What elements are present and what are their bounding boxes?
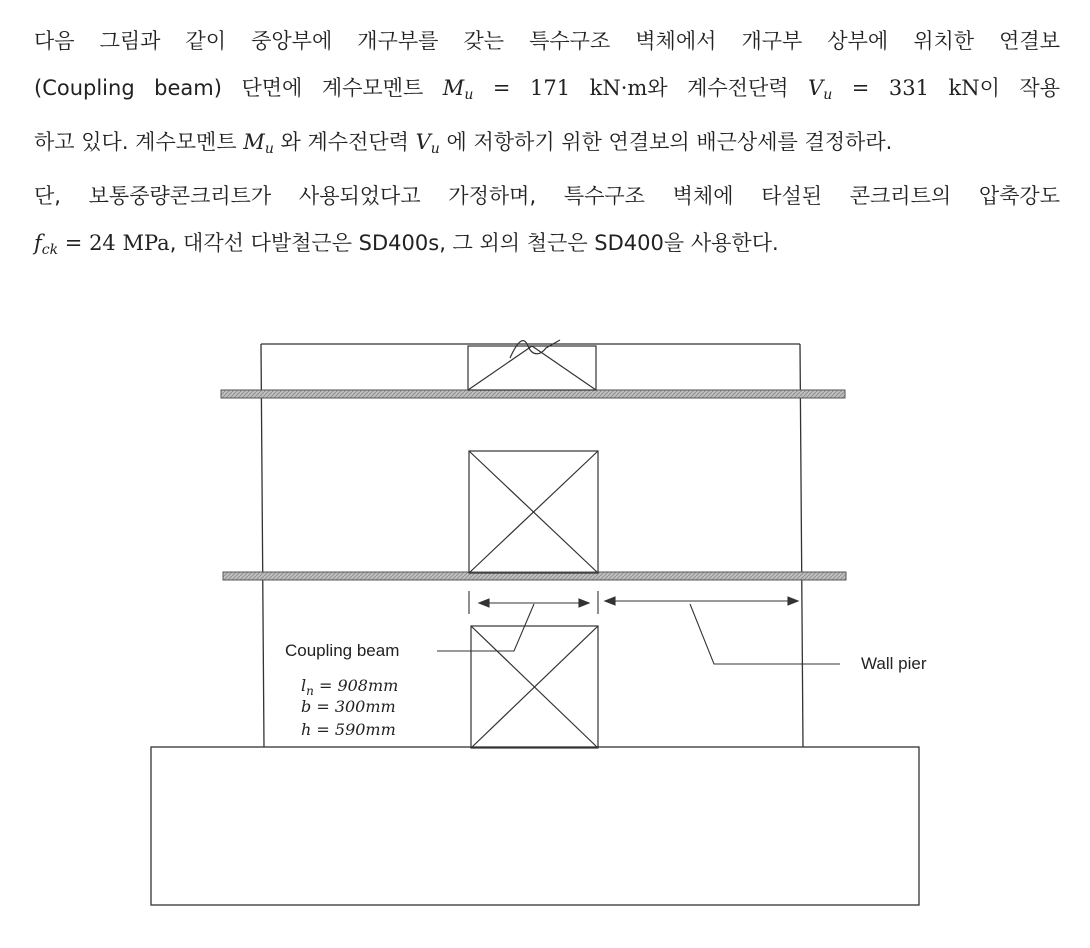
problem-line-2-pre: (Coupling beam) 단면에 계수모멘트: [34, 76, 424, 100]
problem-line-2-mid: 와 계수전단력: [647, 76, 789, 100]
problem-line-5-post: , 대각선 다발철근은 SD400s, 그 외의 철근은 SD400을 사용한다.: [169, 231, 779, 255]
dim-h: h = 590mm: [301, 720, 396, 739]
coupling-beam-label: Coupling beam: [285, 641, 400, 660]
vu-symbol: V: [808, 76, 824, 100]
mu-subscript: u: [464, 87, 474, 103]
problem-line-2-post: 이 작용: [979, 76, 1060, 100]
dimension-ln: [469, 591, 598, 614]
problem-line-3-mid: 와 계수전단력: [280, 130, 409, 154]
wall-pier-label: Wall pier: [861, 654, 927, 673]
vu-symbol-2: V: [415, 130, 431, 154]
fck-symbol: f: [34, 231, 42, 255]
wall-right-edge: [800, 344, 803, 747]
foundation: [151, 747, 919, 905]
fck-subscript: ck: [41, 242, 59, 258]
wall-pier-leader: [690, 604, 840, 664]
problem-line-1: 다음 그림과 같이 중앙부에 개구부를 갖는 특수구조 벽체에서 개구부 상부에 위치한 연결보: [34, 29, 1060, 53]
dim-ln: [301, 676, 398, 698]
dimension-wall-pier: [605, 597, 798, 605]
vu-value: = 331 kN: [851, 76, 980, 100]
dim-ln-symbol: l: [301, 676, 307, 695]
dim-b: b = 300mm: [301, 697, 396, 716]
floor-slab-upper: [221, 390, 845, 398]
problem-line-3-pre: 하고 있다. 계수모멘트: [34, 130, 237, 154]
vu-subscript-2: u: [430, 141, 440, 157]
problem-line-3-post: 에 저항하기 위한 연결보의 배근상세를 결정하라.: [446, 130, 893, 154]
opening-bottom: [471, 626, 598, 748]
mu-value: = 171 kN·m: [492, 76, 648, 100]
mu-symbol: M: [442, 76, 465, 100]
coupling-beam-leader: [437, 604, 534, 651]
mu-subscript-2: u: [264, 141, 274, 157]
fck-value: = 24 MPa: [64, 231, 170, 255]
problem-line-4: 단, 보통중량콘크리트가 사용되었다고 가정하며, 특수구조 벽체에 타설된 콘크리트의 압축강도: [34, 184, 1060, 208]
wall-left-edge: [261, 344, 264, 747]
vu-subscript: u: [823, 87, 833, 103]
dim-ln-value: = 908mm: [313, 676, 399, 695]
opening-top: [468, 340, 596, 390]
dim-ln-subscript: n: [306, 684, 314, 698]
mu-symbol-2: M: [243, 130, 265, 154]
opening-middle: [469, 451, 598, 573]
